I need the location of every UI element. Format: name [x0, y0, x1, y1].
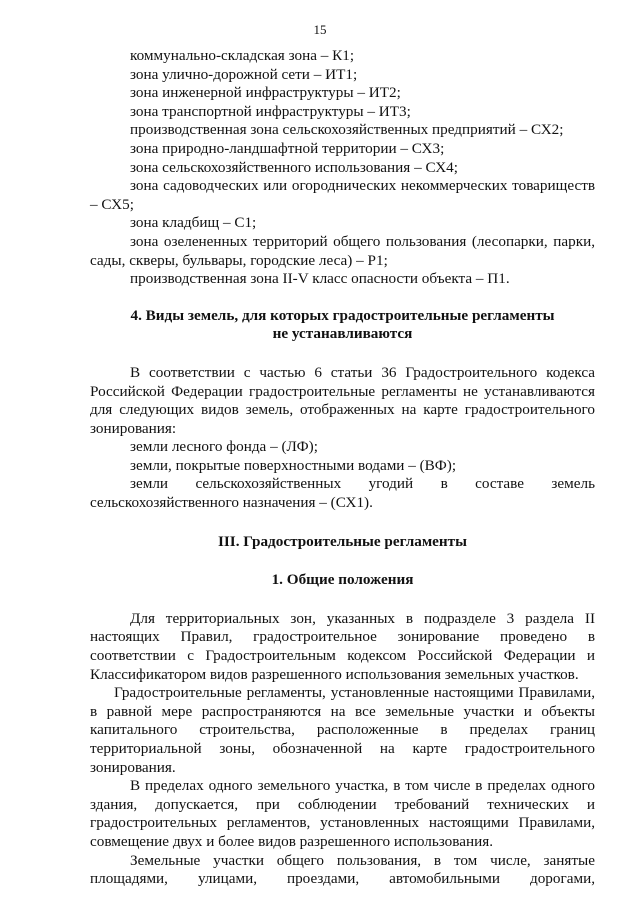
list-item: зона озелененных территорий общего пользования (лесопарки, парки, сады, скверы, бульвары, городские леса) – Р1;: [90, 232, 595, 269]
section-4-intro: В соответствии с частью 6 статьи 36 Градостроительного кодекса Российской Федерации градостроительные регламенты не устанавливаются для следующих видов земель, отображенных на карте градостроительного зонирования:: [90, 363, 595, 437]
paragraph: Для территориальных зон, указанных в подразделе 3 раздела II настоящих Правил, градостроительное зонирование проведено в соответствии с Градостроительным кодексом Российской Федерации и Классификатором видов разрешенного использования земельных участков.: [90, 609, 595, 683]
paragraph: Земельные участки общего пользования, в том числе, занятые площадями, улицами, проездами, автомобильными дорогами,: [90, 851, 595, 888]
paragraph: В пределах одного земельного участка, в том числе в пределах одного здания, допускается, при соблюдении требований технических и градостроительных регламентов, установленных настоящими Правилами, совмещение двух и более видов разрешенного использования.: [90, 777, 595, 850]
section-4-heading-line-1: 4. Виды земель, для которых градостроительные регламенты: [130, 306, 555, 324]
general-provisions-heading: 1. Общие положения: [271, 571, 414, 589]
list-item: земли сельскохозяйственных угодий в составе земель сельскохозяйственного назначения – (СХ1).: [90, 475, 595, 512]
paragraph: Градостроительные регламенты, установленные настоящими Правилами, в равной мере распространяются на все земельные участки и объекты капитального строительства, расположенные в пределах границ территориальной зоны, обозначенной на карте градостроительного зонирования.: [90, 684, 595, 776]
page-number: 15: [313, 22, 327, 37]
document-body: [90, 47, 595, 889]
section-4-heading-line-2: не устанавливаются: [272, 325, 413, 343]
list-item: земли лесного фонда – (ЛФ);: [130, 438, 318, 456]
list-item: зона сельскохозяйственного использования – СХ4;: [130, 158, 458, 176]
list-item: производственная зона II-V класс опасности объекта – П1.: [130, 270, 510, 288]
list-item: зона транспортной инфраструктуры – ИТ3;: [130, 102, 411, 120]
list-item: зона инженерной инфраструктуры – ИТ2;: [130, 84, 401, 102]
zones-list: [90, 47, 595, 289]
list-item: зона улично-дорожной сети – ИТ1;: [130, 65, 358, 83]
list-item: зона садоводческих или огороднических некоммерческих товариществ – СХ5;: [90, 177, 595, 213]
list-item: коммунально-складская зона – К1;: [130, 47, 355, 64]
list-item: производственная зона сельскохозяйственных предприятий – СХ2;: [130, 121, 564, 139]
list-item: земли, покрытые поверхностными водами – (ВФ);: [130, 456, 457, 474]
list-item: зона природно-ландшафтной территории – СХ3;: [130, 139, 445, 157]
section-3-heading: III. Градостроительные регламенты: [217, 532, 467, 550]
list-item: зона кладбищ – С1;: [130, 214, 257, 232]
